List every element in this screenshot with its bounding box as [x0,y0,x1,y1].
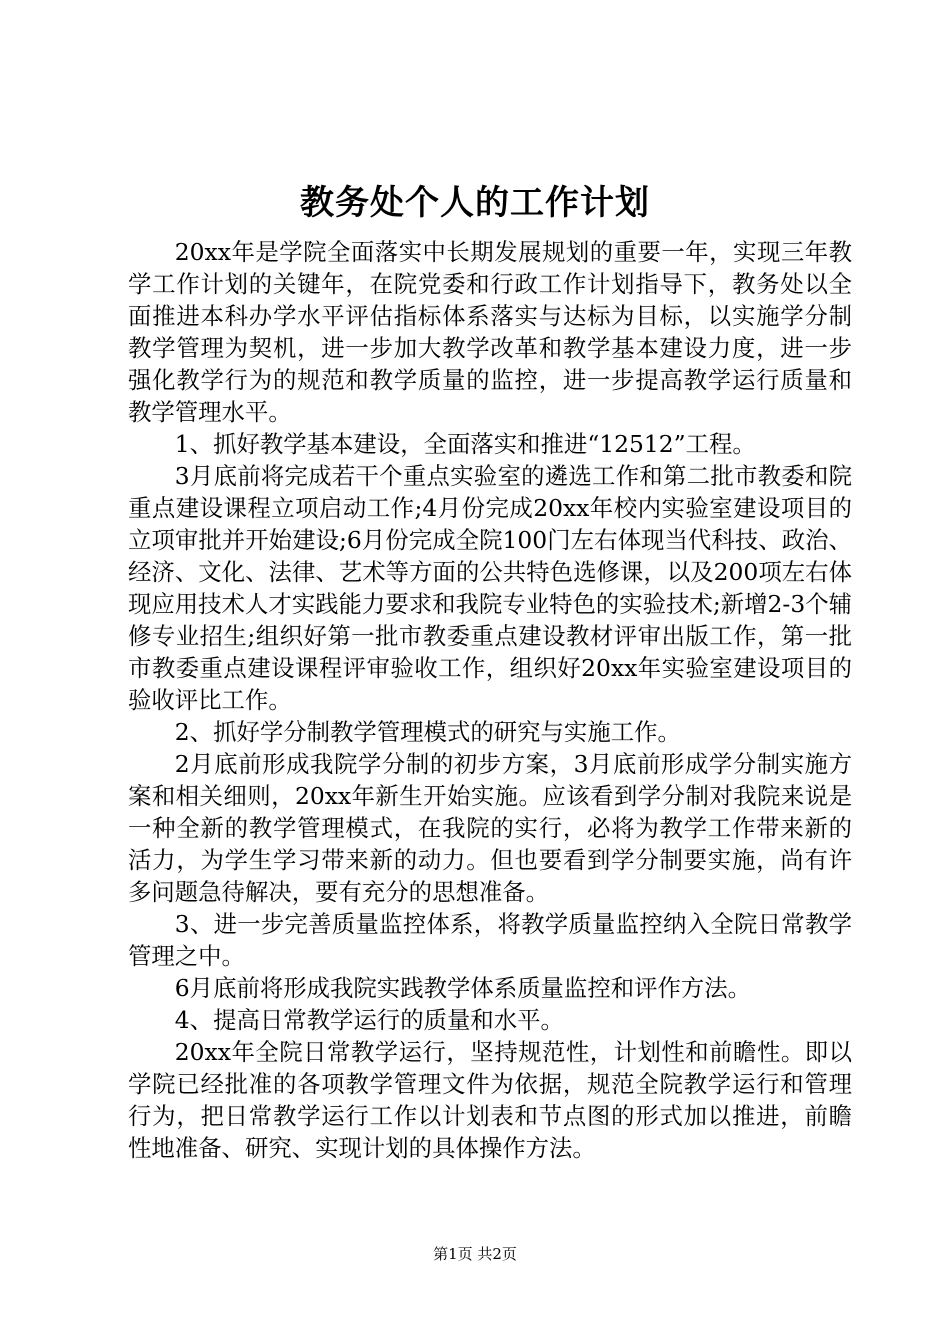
paragraph-item-3: 6月底前将形成我院实践教学体系质量监控和评作方法。 [174,974,752,1002]
paragraph-item-1: 3月底前将完成若干个重点实验室的遴选工作和第二批市教委和院重点建设课程立项启动工作;4月份完成20xx年校内实验室建设项目的立项审批并开始建设;6月份完成全院100门左右体现当代科技、政治、经济、文化、法律、艺术等方面的公共特色选修课，以及200项左右体现应用技术人才实践能力要求和我院专业特色的实验技术;新增2-3个辅修专业招生;组织好第一批市教委重点建设教材评审出版工作，第一批市教委重点建设课程评审验收工作，组织好20xx年实验室建设项目的验收评比工作。 [128,462,852,714]
page-number-footer: 第1页 共2页 [433,1245,517,1263]
paragraph-item-2: 2月底前形成我院学分制的初步方案，3月底前形成学分制实施方案和相关细则，20xx年新生开始实施。应该看到学分制对我院来说是一种全新的教学管理模式，在我院的实行，必将为教学工作带来新的活力，为学生学习带来新的动力。但也要看到学分制要实施，尚有许多问题急待解决，要有充分的思想准备。 [128,750,852,906]
paragraph-item-4: 20xx年全院日常教学运行，坚持规范性，计划性和前瞻性。即以学院已经批准的各项教学管理文件为依据，规范全院教学运行和管理行为，把日常教学运行工作以计划表和节点图的形式加以推进，前瞻性地准备、研究、实现计划的具体操作方法。 [128,1038,852,1162]
paragraph-heading-3: 3、进一步完善质量监控体系，将教学质量监控纳入全院日常教学管理之中。 [128,910,852,970]
paragraph-heading-2: 2、抓好学分制教学管理模式的研究与实施工作。 [174,718,681,746]
paragraph-heading-4: 4、提高日常教学运行的质量和水平。 [174,1006,564,1034]
document-title: 教务处个人的工作计划 [300,183,650,223]
document-body [128,236,852,1164]
paragraph-heading-1: 1、抓好教学基本建设，全面落实和推进“12512”工程。 [174,430,756,458]
paragraph-intro: 20xx年是学院全面落实中长期发展规划的重要一年，实现三年教学工作计划的关键年，在院党委和行政工作计划指导下，教务处以全面推进本科办学水平评估指标体系落实与达标为目标，以实施学分制教学管理为契机，进一步加大教学改革和教学基本建设力度，进一步强化教学行为的规范和教学质量的监控，进一步提高教学运行质量和教学管理水平。 [128,238,852,426]
